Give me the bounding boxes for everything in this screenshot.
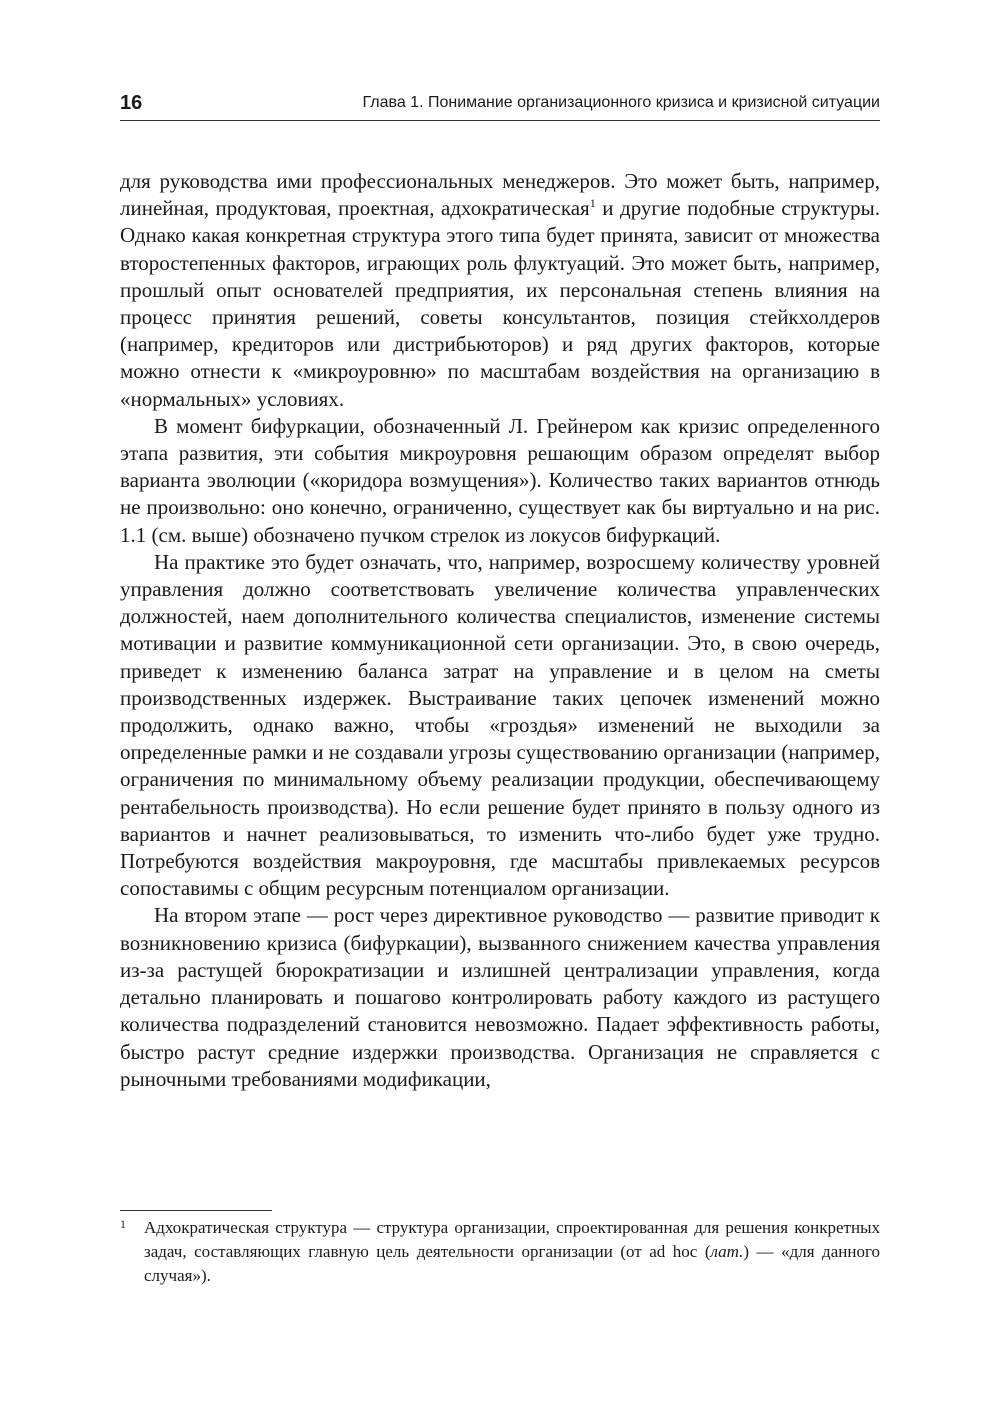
footnote-text-b: ) — «для данного случая»). [144,1242,880,1285]
paragraph-1-text-a: для руководства ими профессиональных менеджеров. Это может быть, например, линейная, продуктовая, проектная, адхократическая [120,169,880,221]
footnote-mark: 1 [120,1217,126,1231]
paragraph-1-text-b: и другие подобные структуры. Однако какая конкретная структура этого типа будет принята, зависит от множества второстепенных факторов, играющих роль флуктуаций. Это может быть, например, прошлый опыт основателей предприятия, их персональная степень влияния на процесс принятия решений, советы консультантов, позиция стейкхолдеров (например, кредиторов или дистрибьюторов) и ряд других факторов, которые можно отнести к «микроуровню» по масштабам воздействия на организацию в «нормальных» условиях. [120,196,881,411]
paragraph-2: В момент бифуркации, обозначенный Л. Грейнером как кризис определенного этапа развития, эти события микроуровня решающим образом определят выбор варианта эволюции («коридора возмущения»). Количество таких вариантов отнюдь не произвольно: оно конечно, ограниченно, существует как бы виртуально и на рис. 1.1 (см. выше) обозначено пучком стрелок из локусов бифуркаций. [120,413,880,547]
footnote-reference: 1 [589,196,596,211]
page-header [120,90,880,121]
footnote [120,1216,880,1288]
page-number: 16 [120,92,143,114]
main-text [120,168,880,1093]
paragraph-3: На практике это будет означать, что, например, возросшему количеству уровней управления должно соответствовать увеличение количества управленческих должностей, наем дополнительного количества специалистов, изменение системы мотивации и развитие коммуникационной сети организации. Это, в свою очередь, приведет к изменению баланса затрат на управление и в целом на сметы производственных издержек. Выстраивание таких цепочек изменений можно продолжить, однако важно, чтобы «гроздья» изменений не выходили за определенные рамки и не создавали угрозы существованию организации (например, ограничения по минимальному объему реализации продукции, обеспечивающему рентабельность производства). Но если решение будет принято в пользу одного из вариантов и начнет реализовываться, то изменить что-либо будет уже трудно. Потребуются воздействия макроуровня, где масштабы привлекаемых ресурсов сопоставимы с общим ресурсным потенциалом организации. [120,549,880,901]
footnote-divider [120,1210,272,1211]
paragraph-1 [120,168,880,413]
footnote-text-a: Адхократическая структура — структура организации, спроектированная для решения конкретных задач, составляющих главную цель деятельности организации (от ad hoc ( [144,1218,880,1261]
running-title: Глава 1. Понимание организационного кризиса и кризисной ситуации [362,94,880,111]
footnote-text [144,1216,880,1288]
paragraph-4: На втором этапе — рост через директивное руководство — развитие приводит к возникновению кризиса (бифуркации), вызванного снижением качества управления из-за растущей бюрократизации и излишней централизации управления, когда детально планировать и пошагово контролировать работу каждого из растущего количества подразделений становится невозможно. Падает эффективность работы, быстро растут средние издержки производства. Организация не справляется с рыночными требованиями модификации, [120,903,880,1091]
footnote-italic: лат. [710,1242,744,1261]
